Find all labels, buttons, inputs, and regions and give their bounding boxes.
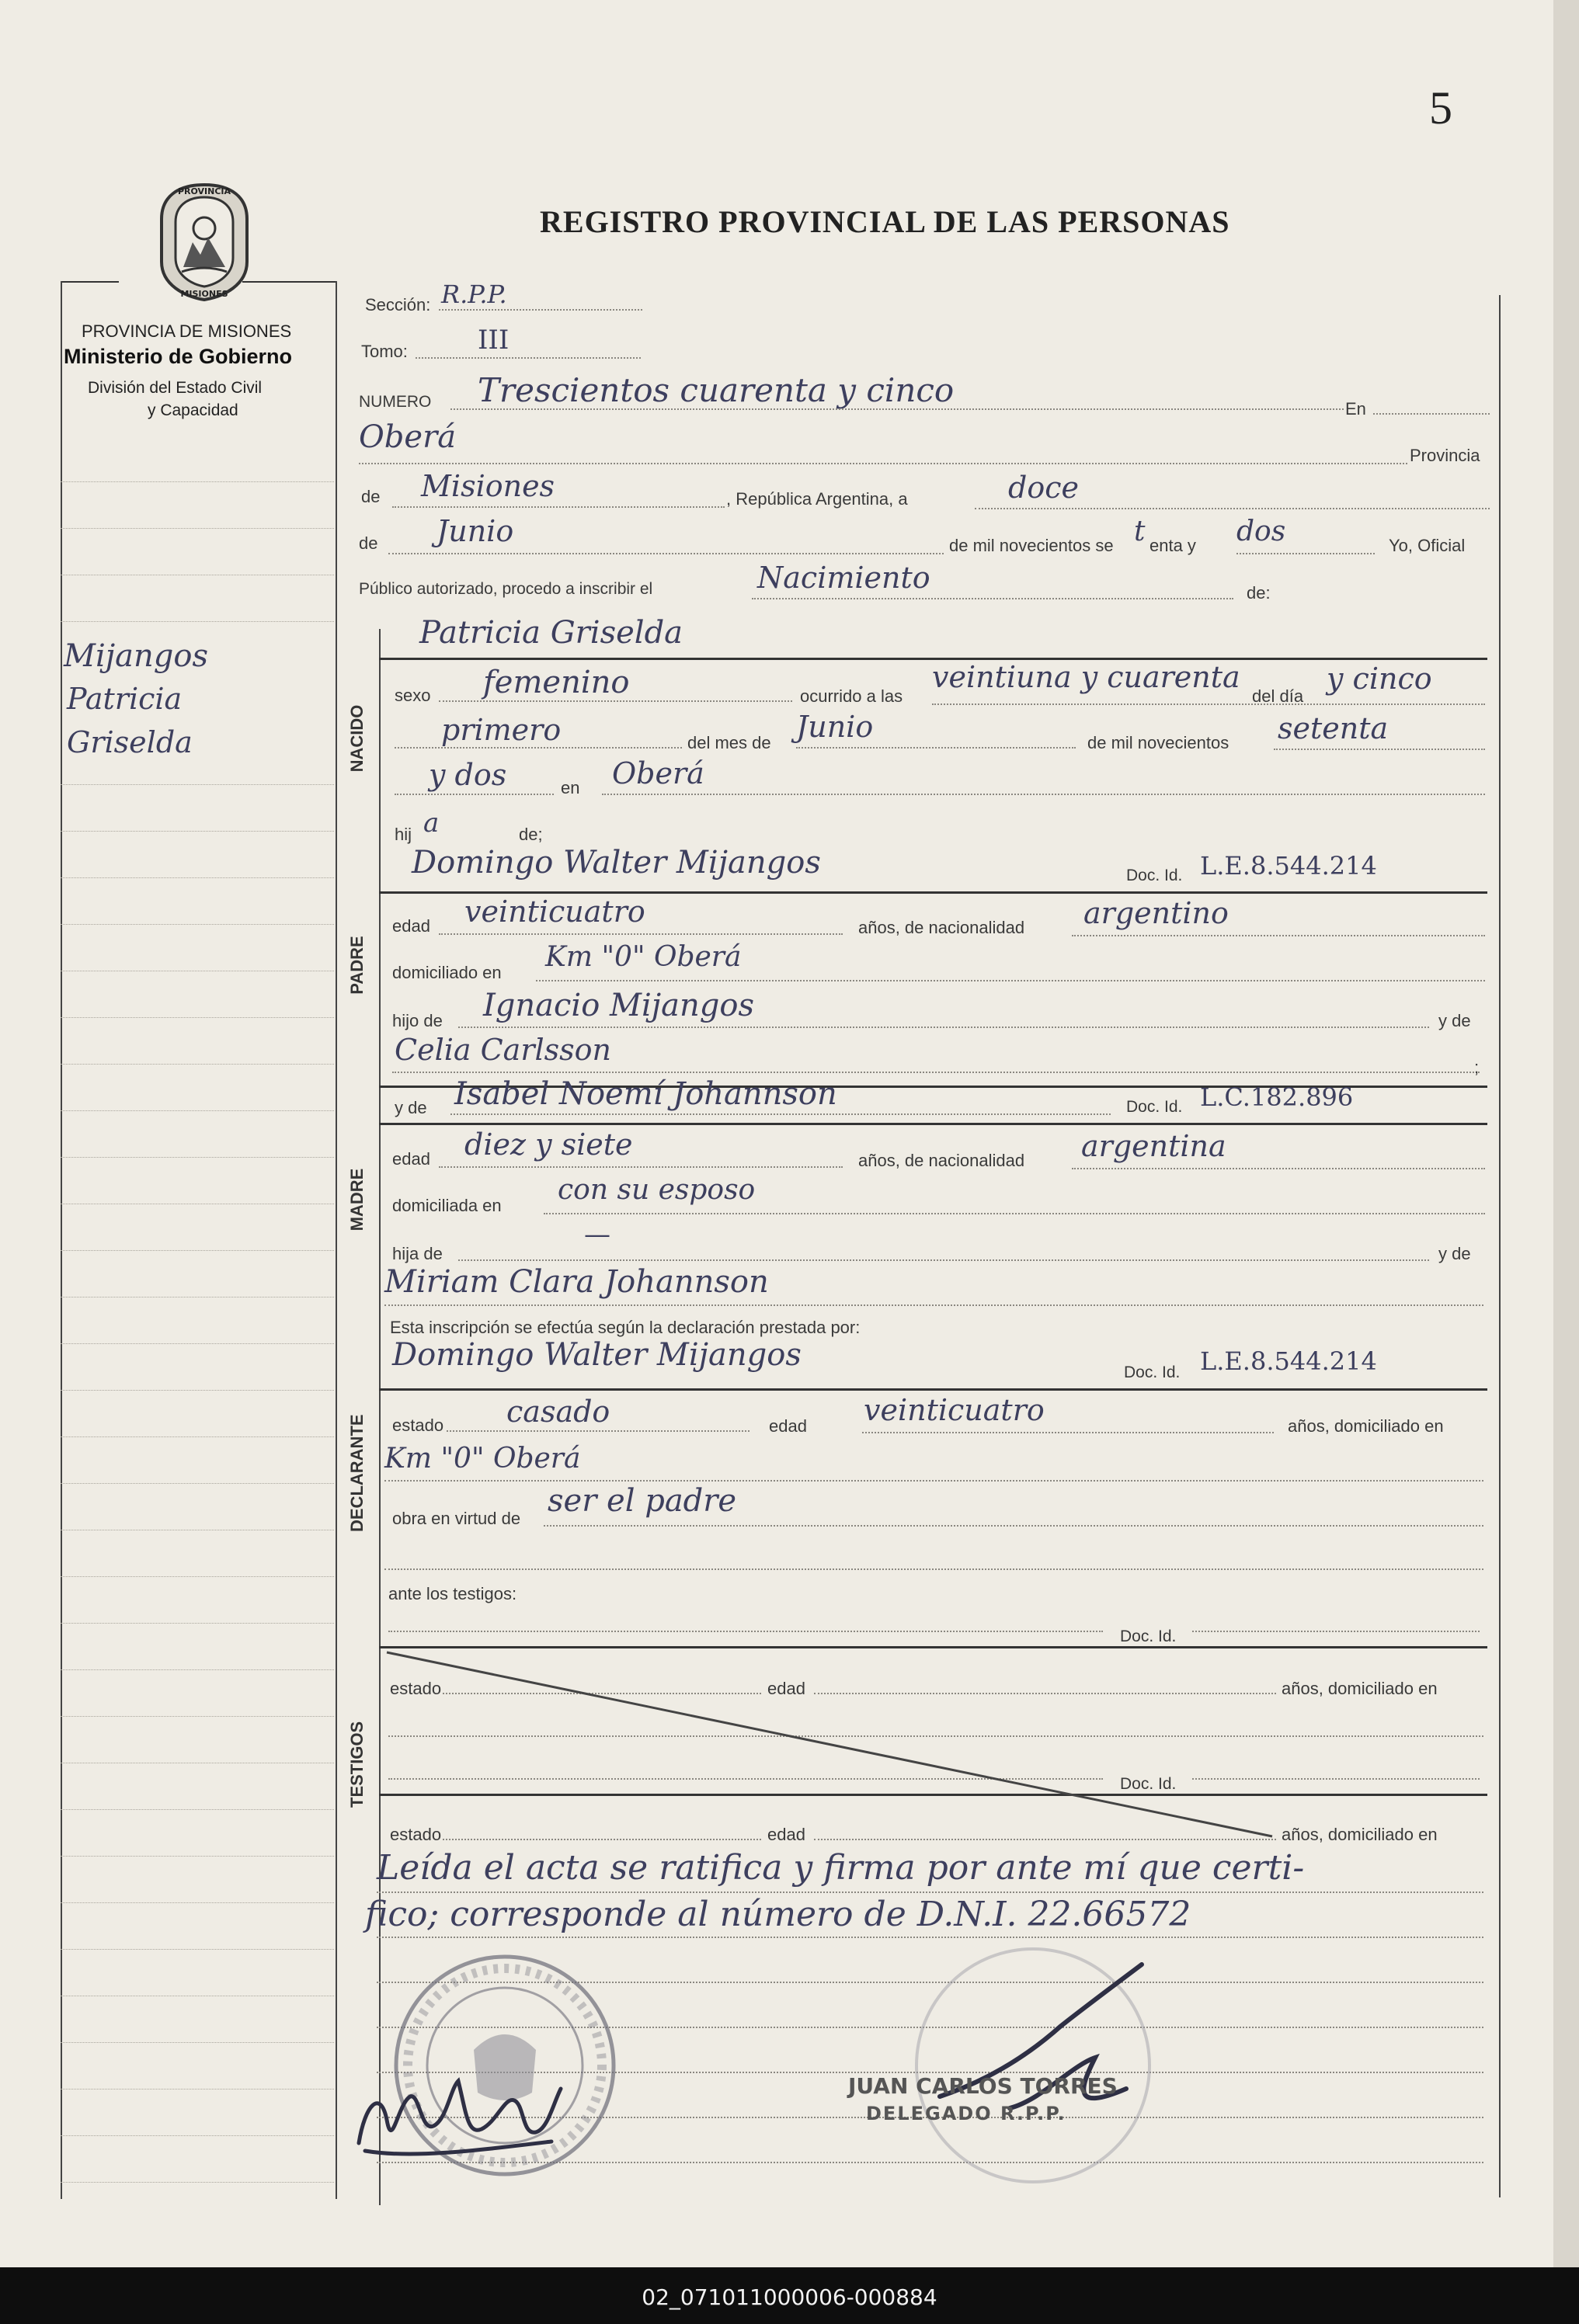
en-label: En [1345,399,1366,419]
padre-dom-value: Km "0" Oberá [545,941,742,973]
declarante-doc-value: L.E.8.544.214 [1200,1346,1377,1376]
left-rule [61,1110,334,1111]
tomo-label: Tomo: [361,342,408,361]
declarante-extra-line [384,1568,1483,1570]
madre-section-label: MADRE [347,1168,367,1231]
ministry-label: Ministerio de Gobierno [64,345,293,368]
numero-label: NUMERO [359,393,432,411]
declarante-edad-line [862,1432,1274,1433]
padre-nac-line [1072,935,1485,936]
left-column-right-border [336,281,337,2199]
mes-label: del mes de [687,733,771,752]
madre-dom-label: domiciliada en [392,1196,502,1215]
provincia-line [392,506,725,508]
nacido-mil-label: de mil novecientos [1087,733,1229,752]
padre-semicolon: ; [1474,1058,1480,1077]
anio-line [1236,553,1375,554]
testigo1-estado-label: estado [390,1679,442,1698]
padre-nac-value: argentino [1083,896,1229,930]
margin-first-name: Patricia [67,682,183,716]
primero-line [395,747,682,749]
madre-dom-value: con su esposo [558,1174,756,1206]
declarante-obra-value: ser el padre [548,1483,737,1519]
tomo-value: III [478,325,510,356]
de-label-3: de: [1247,583,1271,603]
nacido-mes-line [796,747,1076,749]
declarante-dom-line [384,1480,1483,1482]
numero-value: Trescientos cuarenta y cinco [478,371,955,409]
anio-value: dos [1236,516,1286,547]
declarante-estado-value: casado [506,1395,610,1429]
left-rule [61,1064,334,1065]
padre-nac-label: años, de nacionalidad [858,918,1025,937]
margin-second-name: Griselda [67,725,193,759]
madre-dom-line [544,1213,1485,1214]
left-rule [61,1669,334,1670]
sexo-label: sexo [395,686,431,705]
dia-value: doce [1008,471,1079,505]
padre-yde-label: y de [1438,1011,1471,1030]
padre-madre-value: Celia Carlsson [395,1033,612,1067]
nacido-section-label: NACIDO [347,704,367,773]
declarante-obra-line [544,1525,1483,1527]
nacido-lugar-value: Oberá [612,756,704,790]
left-rule [61,2135,334,2136]
ydos-line [395,794,554,795]
hij-de-label: de; [519,825,543,844]
padre-nombre-value: Domingo Walter Mijangos [412,845,821,881]
left-rule [61,2042,334,2043]
margin-surname: Mijangos [64,638,208,674]
left-rule [61,481,334,482]
left-rule [61,1623,334,1624]
acto-line [752,598,1233,599]
left-rule [61,1250,334,1251]
primero-value: primero [441,713,562,747]
padre-padre-line [458,1027,1429,1028]
madre-doc-value: L.C.182.896 [1200,1082,1354,1112]
declarante-section-label: DECLARANTE [347,1414,367,1532]
testigo2-doc-label: Doc. Id. [1120,1775,1177,1793]
province-label: PROVINCIA DE MISIONES [82,321,292,341]
dia-label: del día [1252,686,1304,706]
provincia-label: Provincia [1410,446,1480,465]
declarante-doc-label: Doc. Id. [1124,1363,1181,1381]
left-column-top-rule-a [61,281,119,283]
left-rule [61,877,334,878]
publico-label: Público autorizado, procedo a inscribir el [359,580,653,598]
padre-section-label: PADRE [347,936,367,995]
lugar-value: Oberá [359,419,457,455]
left-rule [61,1157,334,1158]
padre-edad-label: edad [392,916,430,936]
seccion-value: R.P.P. [441,280,507,309]
madre-doc-label: Doc. Id. [1126,1098,1183,1116]
official-role: DELEGADO R.P.P. [866,2103,1066,2124]
left-rule [61,2182,334,2183]
testigo1-doc-label: Doc. Id. [1120,1627,1177,1645]
testigos-crossout-line [379,1646,1280,1840]
seccion-label: Sección: [365,295,431,314]
madre-padre-value: — [584,1219,610,1250]
mes-value: Junio [436,514,514,548]
padre-hijo-label: hijo de [392,1011,443,1030]
left-rule [61,1809,334,1810]
lugar-line [359,463,1407,464]
left-rule [61,1856,334,1857]
testigo1-nombre-line [388,1631,1103,1632]
left-rule [61,831,334,832]
seccion-line [439,309,642,311]
madre-yde2-label: y de [1438,1244,1471,1263]
padre-dom-line [536,980,1485,981]
testigo2-dom-label: años, domiciliado en [1282,1825,1438,1844]
declarante-dom-value: Km "0" Oberá [384,1443,581,1475]
declarante-estado-line [447,1430,750,1432]
madre-edad-value: diez y siete [464,1127,633,1162]
republica-label: , República Argentina, a [726,489,908,509]
mes-line [388,553,944,554]
left-rule [61,1576,334,1577]
ydos-value: y dos [429,758,507,792]
capacity-label: y Capacidad [148,401,238,419]
left-rule [61,1436,334,1437]
nacido-en-label: en [561,778,580,797]
division-label: División del Estado Civil [88,379,263,397]
testigo1-dom-label: años, domiciliado en [1282,1679,1438,1698]
closing-line-2: fico; corresponde al número de D.N.I. 22.66572 [365,1895,1191,1934]
left-rule [61,1902,334,1903]
declarante-dom-label: años, domiciliado en [1288,1416,1444,1436]
sections-left-border [379,629,381,2205]
form-right-border [1499,295,1501,2197]
left-rule [61,528,334,529]
declarante-top-rule [379,1388,1487,1391]
closing-line-1: Leída el acta se ratifica y firma por ante mí que certi- [377,1848,1305,1888]
svg-text:MISIONES: MISIONES [180,289,228,299]
left-column-left-border [61,281,62,2199]
madre-nac-label: años, de nacionalidad [858,1151,1025,1170]
ocurrido-label: ocurrido a las [800,686,903,706]
padre-edad-value: veinticuatro [464,895,645,929]
testigo1-doc-line [1192,1631,1480,1632]
madre-nac-line [1072,1168,1485,1169]
padre-top-rule [379,891,1487,894]
declarante-estado-label: estado [392,1416,444,1435]
hij-label: hij [395,825,412,844]
nacido-nombre-value: Patricia Griselda [419,615,683,651]
tenta-label: enta y [1149,536,1196,555]
oficial-label: Yo, Oficial [1389,536,1466,555]
provincia-value: Misiones [421,469,555,503]
madre-madre-line [384,1304,1483,1306]
testigos-ante-label: ante los testigos: [388,1584,517,1603]
declarante-intro-label: Esta inscripción se efectúa según la declaración prestada por: [390,1318,861,1337]
official-name: JUAN CARLOS TORRES [848,2073,1118,2099]
declarante-edad-label: edad [769,1416,807,1436]
document-title: REGISTRO PROVINCIAL DE LAS PERSONAS [540,204,1230,239]
nacido-lugar-line [602,794,1485,795]
closing-rule-1 [377,1892,1483,1893]
declarante-nombre-value: Domingo Walter Mijangos [392,1337,802,1373]
padre-edad-line [439,933,843,935]
left-rule [61,621,334,622]
padre-madre-line [392,1072,1480,1073]
padre-doc-value: L.E.8.544.214 [1200,851,1377,881]
madre-edad-line [439,1166,843,1168]
padre-padre-value: Ignacio Mijangos [483,988,754,1023]
left-rule [61,1343,334,1344]
left-rule [61,1390,334,1391]
madre-edad-label: edad [392,1149,430,1169]
hij-value: a [423,808,440,839]
mil-label: de mil novecientos se [949,536,1114,555]
testigos-section-label: TESTIGOS [347,1721,367,1808]
handwritten-signature-icon [350,2058,583,2166]
provincial-coat-of-arms-icon [146,180,263,304]
left-column-top-rule-b [242,281,336,283]
left-rule [61,1949,334,1950]
madre-hija-label: hija de [392,1244,443,1263]
de-label-1: de [361,487,381,506]
madre-nombre-line [450,1113,1111,1115]
page-edge [1553,0,1579,2267]
madre-madre-value: Miriam Clara Johannson [384,1264,769,1300]
padre-doc-label: Doc. Id. [1126,867,1183,884]
madre-nombre-value: Isabel Noemí Johannson [454,1076,837,1112]
de-label-2: de [359,533,378,553]
sexo-line [439,700,792,702]
numero-line [450,408,1344,410]
setenta-line [1274,749,1485,750]
declarante-edad-value: veinticuatro [864,1393,1045,1427]
declarante-obra-label: obra en virtud de [392,1509,521,1528]
testigo2-edad-label: edad [767,1825,805,1844]
file-id-label: 02_071011000006-000884 [642,2284,937,2310]
testigo1-edad-label: edad [767,1679,805,1698]
dia-line [975,508,1490,509]
svg-text:PROVINCIA: PROVINCIA [177,186,231,196]
left-rule [61,784,334,785]
left-rule [61,1483,334,1484]
tenta-value: t [1134,516,1146,547]
padre-dom-label: domiciliado en [392,963,502,982]
testigo2-estado-label: estado [390,1825,442,1844]
setenta-value: setenta [1278,711,1389,745]
hora-line [932,703,1485,705]
page-number: 5 [1429,82,1452,134]
en-line [1373,413,1490,415]
madre-top-rule-b [379,1123,1487,1125]
left-rule [61,924,334,925]
madre-padre-line [458,1259,1429,1261]
sexo-value: femenino [483,665,630,700]
nacido-dia-value: y cinco [1327,662,1432,696]
hora-value: veintiuna y cuarenta [932,660,1240,694]
madre-yde-label: y de [395,1098,427,1117]
left-rule [61,2089,334,2090]
left-rule [61,1716,334,1717]
tomo-line [416,357,641,359]
nacido-mes-value: Junio [796,710,874,744]
left-rule [61,1017,334,1018]
madre-nac-value: argentina [1081,1129,1226,1163]
acto-value: Nacimiento [757,561,930,595]
